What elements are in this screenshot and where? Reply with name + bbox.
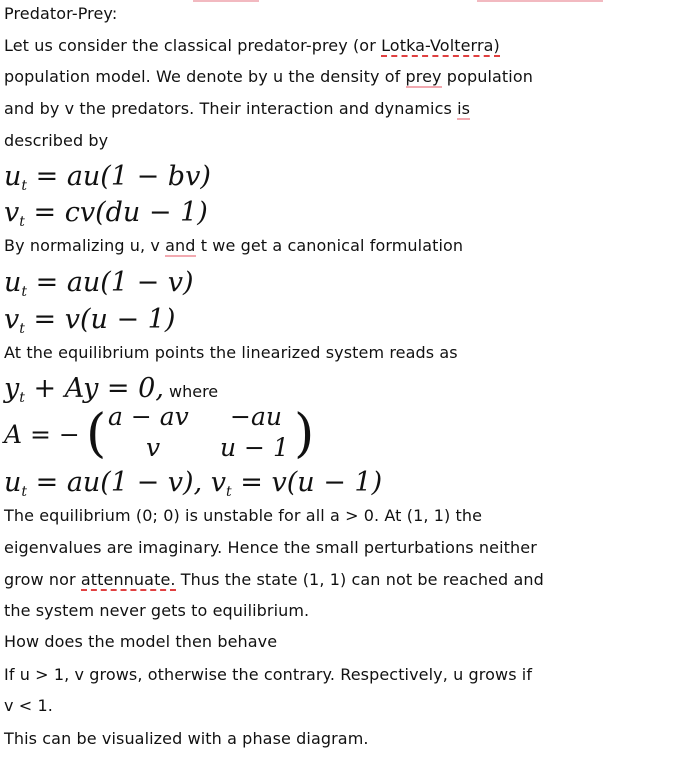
- conclusion-line-2: eigenvalues are imaginary. Hence the small perturbations neither: [4, 538, 537, 557]
- matrix-equation: [4, 402, 334, 465]
- top-highlight-mark: [477, 0, 603, 2]
- matrix-cell: v: [146, 433, 161, 462]
- behavior-line-2: v < 1.: [4, 696, 53, 715]
- intro-text: population model. We denote by u the density of: [4, 67, 406, 86]
- matrix-cell: −au: [230, 402, 282, 431]
- conclusion-line-4: the system never gets to equilibrium.: [4, 601, 310, 620]
- normalize-text: By normalizing u, v: [4, 236, 166, 255]
- behavior-line-1: If u > 1, v grows, otherwise the contrary. Respectively, u grows if: [4, 665, 533, 684]
- equilibrium-line: At the equilibrium points the linearized system reads as: [4, 343, 458, 362]
- equation-2: vt = cv(du − 1): [4, 197, 208, 230]
- matrix-lhs: A = −: [4, 420, 80, 449]
- normalize-text: t we get a canonical formulation: [195, 236, 464, 255]
- conclusion-text: grow nor: [4, 570, 81, 589]
- matrix-right-paren: ): [294, 404, 315, 464]
- final-line: This can be visualized with a phase diagram.: [4, 729, 369, 748]
- question-line: How does the model then behave: [4, 632, 278, 651]
- spellcheck-word[interactable]: attennuate.: [80, 570, 176, 589]
- equation-1: ut = au(1 − bv): [4, 161, 211, 194]
- intro-text: population: [441, 67, 533, 86]
- grammar-word[interactable]: and: [165, 236, 196, 255]
- equation-5: yt + Ay = 0, where: [4, 373, 219, 406]
- equation-6: ut = au(1 − v), vt = v(u − 1): [4, 467, 383, 500]
- conclusion-text: Thus the state (1, 1) can not be reached and: [175, 570, 544, 589]
- intro-text: Let us consider the classical predator-prey (or: [4, 36, 382, 55]
- intro-line-1: [4, 36, 500, 55]
- conclusion-line-1: The equilibrium (0; 0) is unstable for all a > 0. At (1, 1) the: [4, 506, 483, 525]
- intro-line-2: [4, 67, 533, 86]
- matrix-cell: u − 1: [220, 433, 289, 462]
- grammar-word[interactable]: is: [457, 99, 471, 118]
- normalize-line: [4, 236, 463, 255]
- equation-3: ut = au(1 − v): [4, 267, 194, 300]
- page-title: Predator-Prey:: [4, 4, 118, 23]
- matrix-left-paren: (: [86, 404, 107, 464]
- grammar-word[interactable]: prey: [405, 67, 442, 86]
- intro-line-4: described by: [4, 131, 109, 150]
- equation-4: vt = v(u − 1): [4, 304, 176, 337]
- spellcheck-word[interactable]: Lotka-Volterra): [381, 36, 500, 55]
- conclusion-line-3: [4, 570, 544, 589]
- top-highlight-mark: [193, 0, 259, 2]
- intro-line-3: [4, 99, 470, 118]
- matrix-cell: a − av: [108, 402, 189, 431]
- intro-text: and by v the predators. Their interaction and dynamics: [4, 99, 458, 118]
